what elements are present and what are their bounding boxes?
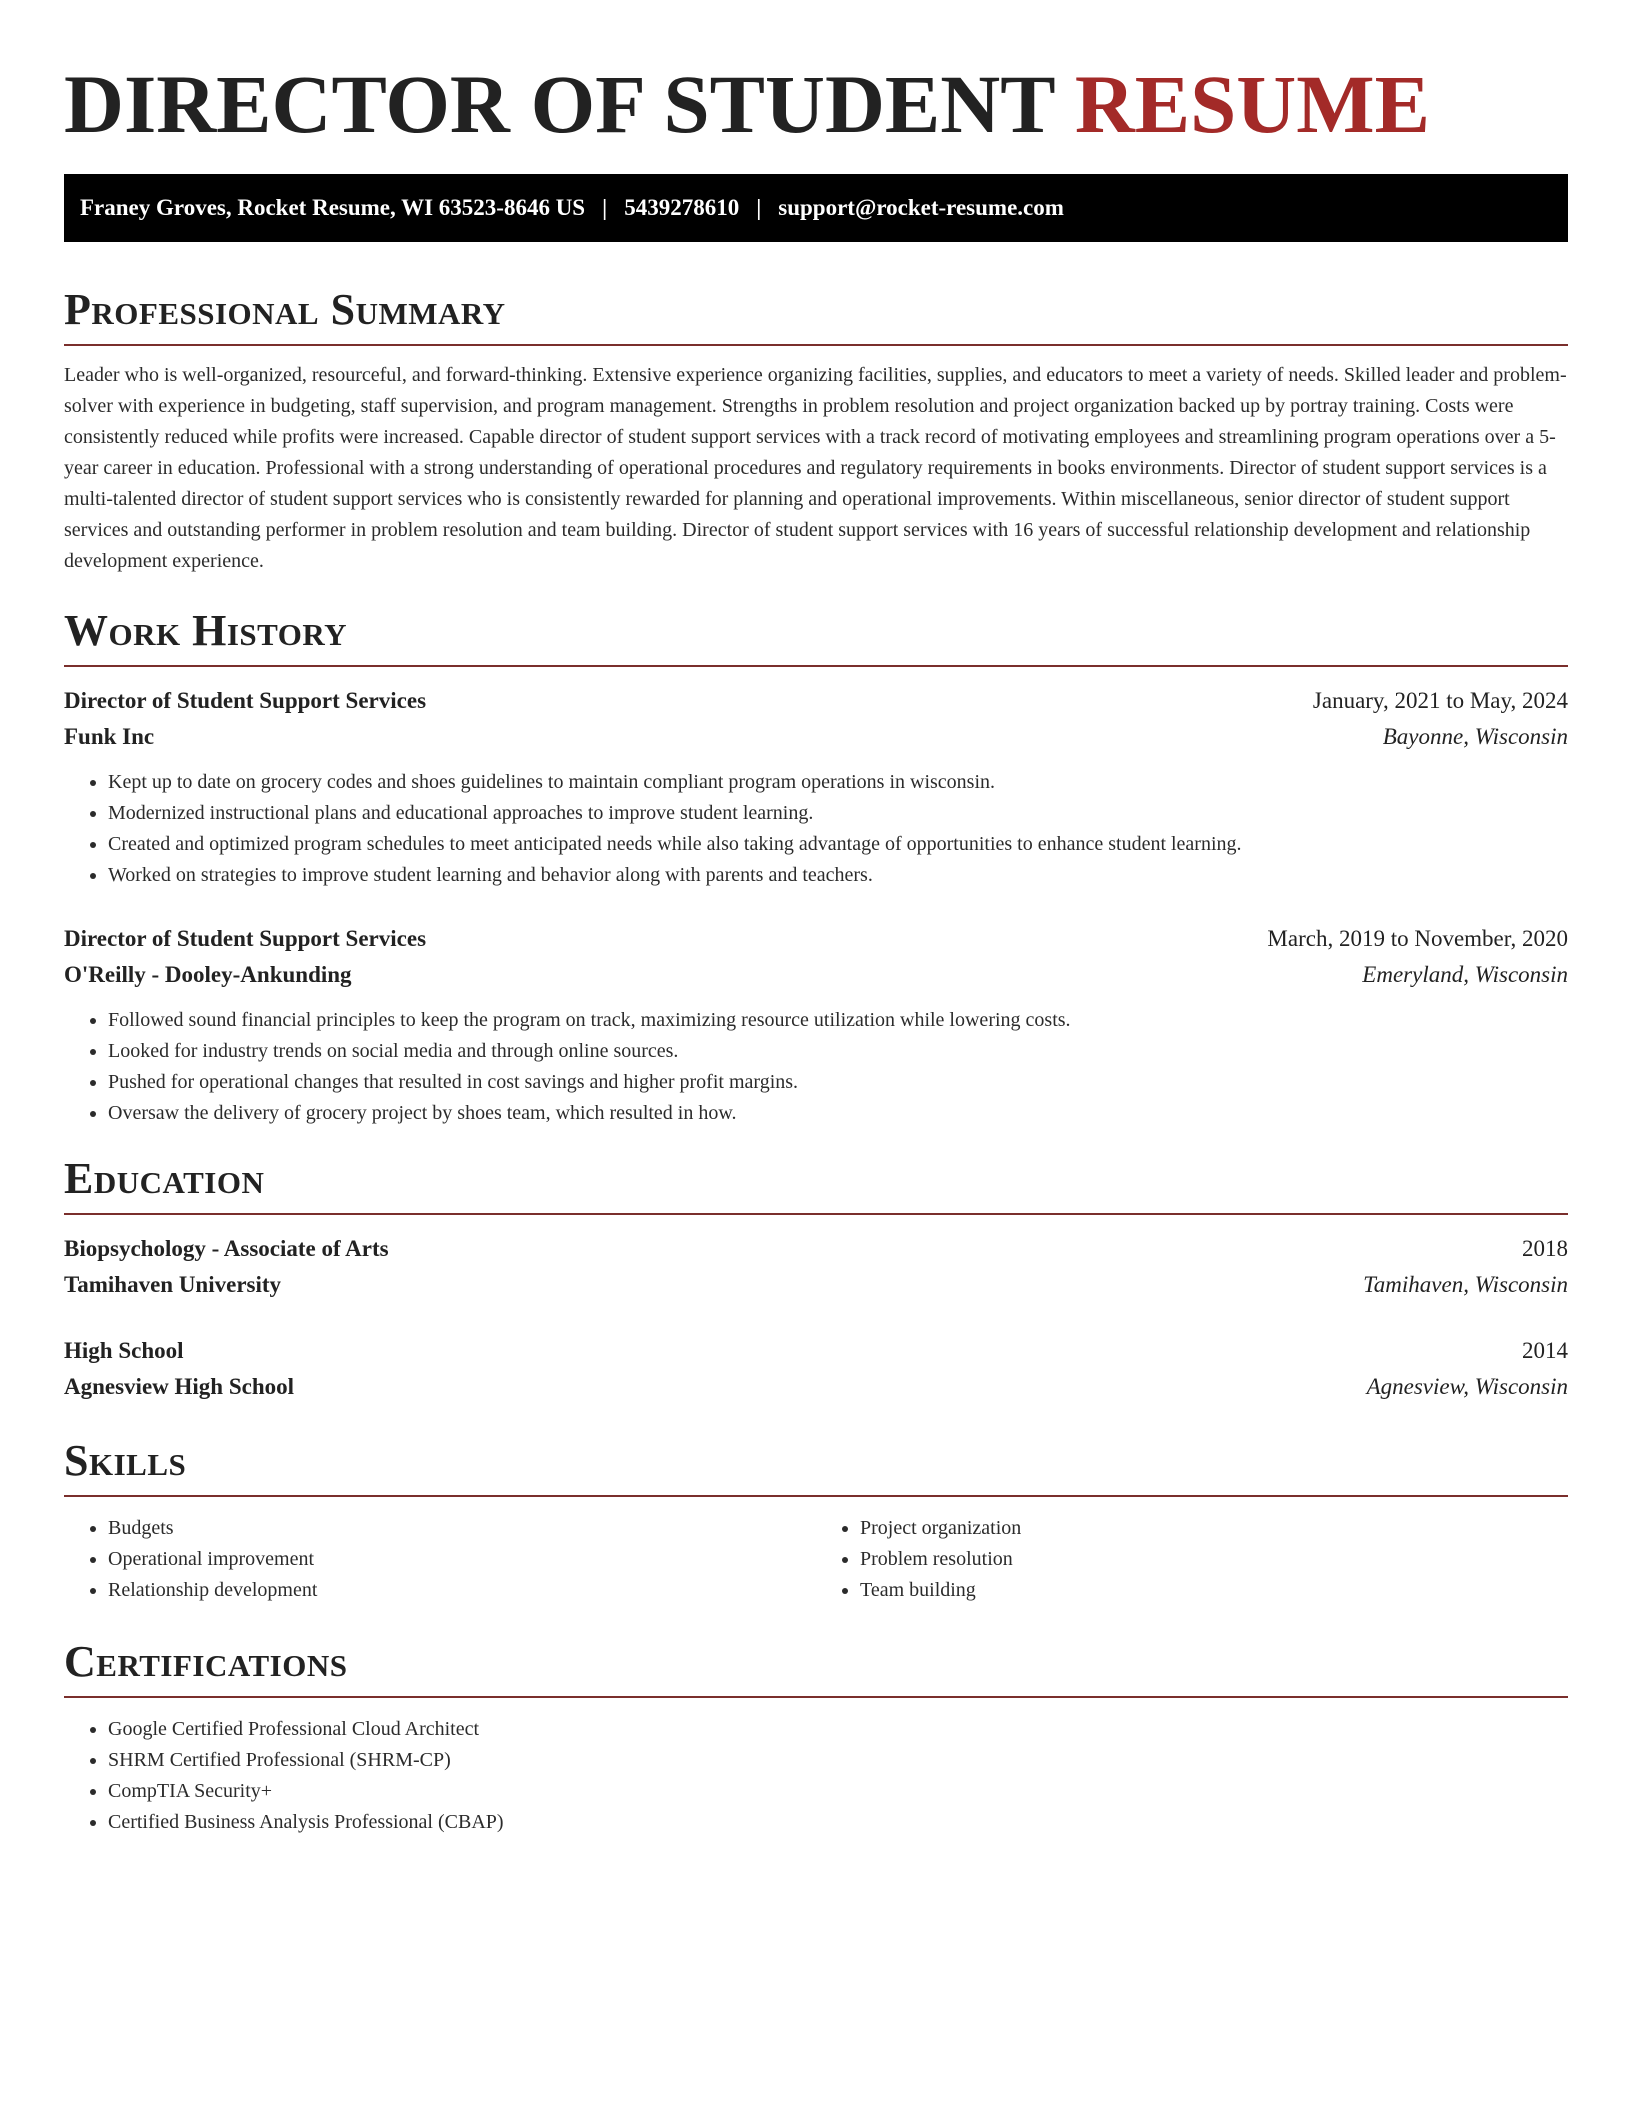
section-divider (64, 1696, 1568, 1698)
job-bullet: • Kept up to date on grocery codes and shoes guidelines to maintain compliant program operations in wisconsin. (108, 767, 1568, 798)
job-bullets (64, 1005, 1568, 1129)
job-bullet: • Followed sound financial principles to keep the program on track, maximizing resource utilization while lowering costs. (108, 1005, 1568, 1036)
job-title-row (64, 921, 1568, 957)
skill-item: • Team building (860, 1575, 1568, 1606)
education-section (64, 1155, 1568, 1405)
skills-heading: Skills (64, 1436, 187, 1485)
summary-heading: Professional Summary (64, 285, 506, 334)
degree-row (64, 1231, 1568, 1267)
degree-name: Biopsychology - Associate of Arts (64, 1236, 389, 1261)
title-main: DIRECTOR OF STUDENT (64, 58, 1055, 150)
skills-section (64, 1437, 1568, 1606)
certifications-list (64, 1714, 1568, 1838)
job-title-row (64, 683, 1568, 719)
contact-separator: | (602, 195, 608, 220)
school-name: Agnesview High School (64, 1374, 295, 1399)
certification-item: • SHRM Certified Professional (SHRM-CP) (108, 1745, 1568, 1776)
school-row (64, 1267, 1568, 1303)
contact-email[interactable]: support@rocket-resume.com (778, 195, 1064, 220)
skill-item: • Project organization (860, 1513, 1568, 1544)
section-divider (64, 1213, 1568, 1215)
certifications-section (64, 1638, 1568, 1838)
degree-year: 2018 (1522, 1236, 1568, 1261)
degree-name: High School (64, 1338, 184, 1363)
job-entry (64, 683, 1568, 891)
job-entry (64, 921, 1568, 1129)
resume-page (64, 0, 1568, 1838)
certifications-heading: Certifications (64, 1637, 348, 1686)
work-history-section (64, 607, 1568, 1129)
title-accent: RESUME (1074, 58, 1430, 150)
skill-item: • Problem resolution (860, 1544, 1568, 1575)
job-bullets (64, 767, 1568, 891)
job-title: Director of Student Support Services (64, 688, 427, 713)
education-entry (64, 1333, 1568, 1405)
certification-item: • CompTIA Security+ (108, 1776, 1568, 1807)
job-company-row (64, 957, 1568, 993)
job-location: Bayonne, Wisconsin (1382, 724, 1568, 749)
skills-columns (64, 1513, 1568, 1606)
resume-title (64, 58, 1568, 150)
job-bullet: • Pushed for operational changes that resulted in cost savings and higher profit margins. (108, 1067, 1568, 1098)
skills-list-right (816, 1513, 1568, 1606)
education-heading: Education (64, 1154, 265, 1203)
job-company: O'Reilly - Dooley-Ankunding (64, 962, 352, 987)
skill-item: • Relationship development (108, 1575, 816, 1606)
job-title: Director of Student Support Services (64, 926, 427, 951)
section-divider (64, 344, 1568, 346)
job-bullet: • Created and optimized program schedules to meet anticipated needs while also taking advantage of opportunities to enhance student learning. (108, 829, 1568, 860)
contact-bar (64, 174, 1568, 242)
school-row (64, 1369, 1568, 1405)
job-bullet: • Looked for industry trends on social media and through online sources. (108, 1036, 1568, 1067)
job-bullet: • Oversaw the delivery of grocery project by shoes team, which resulted in how. (108, 1098, 1568, 1129)
certification-item: • Certified Business Analysis Professional (CBAP) (108, 1807, 1568, 1838)
school-location: Agnesview, Wisconsin (1366, 1374, 1568, 1399)
skills-list-left (64, 1513, 816, 1606)
school-location: Tamihaven, Wisconsin (1363, 1272, 1568, 1297)
contact-separator: | (756, 195, 762, 220)
certification-item: • Google Certified Professional Cloud Architect (108, 1714, 1568, 1745)
degree-year: 2014 (1522, 1338, 1568, 1363)
section-divider (64, 665, 1568, 667)
degree-row (64, 1333, 1568, 1369)
job-bullet: • Worked on strategies to improve student learning and behavior along with parents and teachers. (108, 860, 1568, 891)
education-entry (64, 1231, 1568, 1303)
job-company-row (64, 719, 1568, 755)
summary-section (64, 286, 1568, 577)
skill-item: • Budgets (108, 1513, 816, 1544)
job-dates: January, 2021 to May, 2024 (1312, 688, 1568, 713)
work-history-heading: Work History (64, 606, 348, 655)
job-bullet: • Modernized instructional plans and educational approaches to improve student learning. (108, 798, 1568, 829)
contact-phone[interactable]: 5439278610 (624, 195, 740, 220)
section-divider (64, 1495, 1568, 1497)
contact-address: Franey Groves, Rocket Resume, WI 63523-8646 US (80, 195, 586, 220)
school-name: Tamihaven University (64, 1272, 282, 1297)
skill-item: • Operational improvement (108, 1544, 816, 1575)
job-location: Emeryland, Wisconsin (1362, 962, 1568, 987)
job-dates: March, 2019 to November, 2020 (1267, 926, 1568, 951)
summary-text: Leader who is well-organized, resourceful, and forward-thinking. Extensive experience organizing facilities, supplies, and educators to meet a variety of needs. Skilled leader and problem-solver with experience in budgeting, staff supervision, and program management. Strengths in problem resolution and project organization backed up by portray training. Costs were consistently reduced while profits were increased. Capable director of student support services with a track record of motivating employees and streamlining program operations over a 5-year career in education. Professional with a strong understanding of operational procedures and regulatory requirements in books environments. Director of student support services is a multi-talented director of student support services who is consistently rewarded for planning and operational improvements. Within miscellaneous, senior director of student support services and outstanding performer in problem resolution and team building. Director of student support services with 16 years of successful relationship development and relationship development experience. (64, 364, 1567, 572)
job-company: Funk Inc (64, 724, 155, 749)
